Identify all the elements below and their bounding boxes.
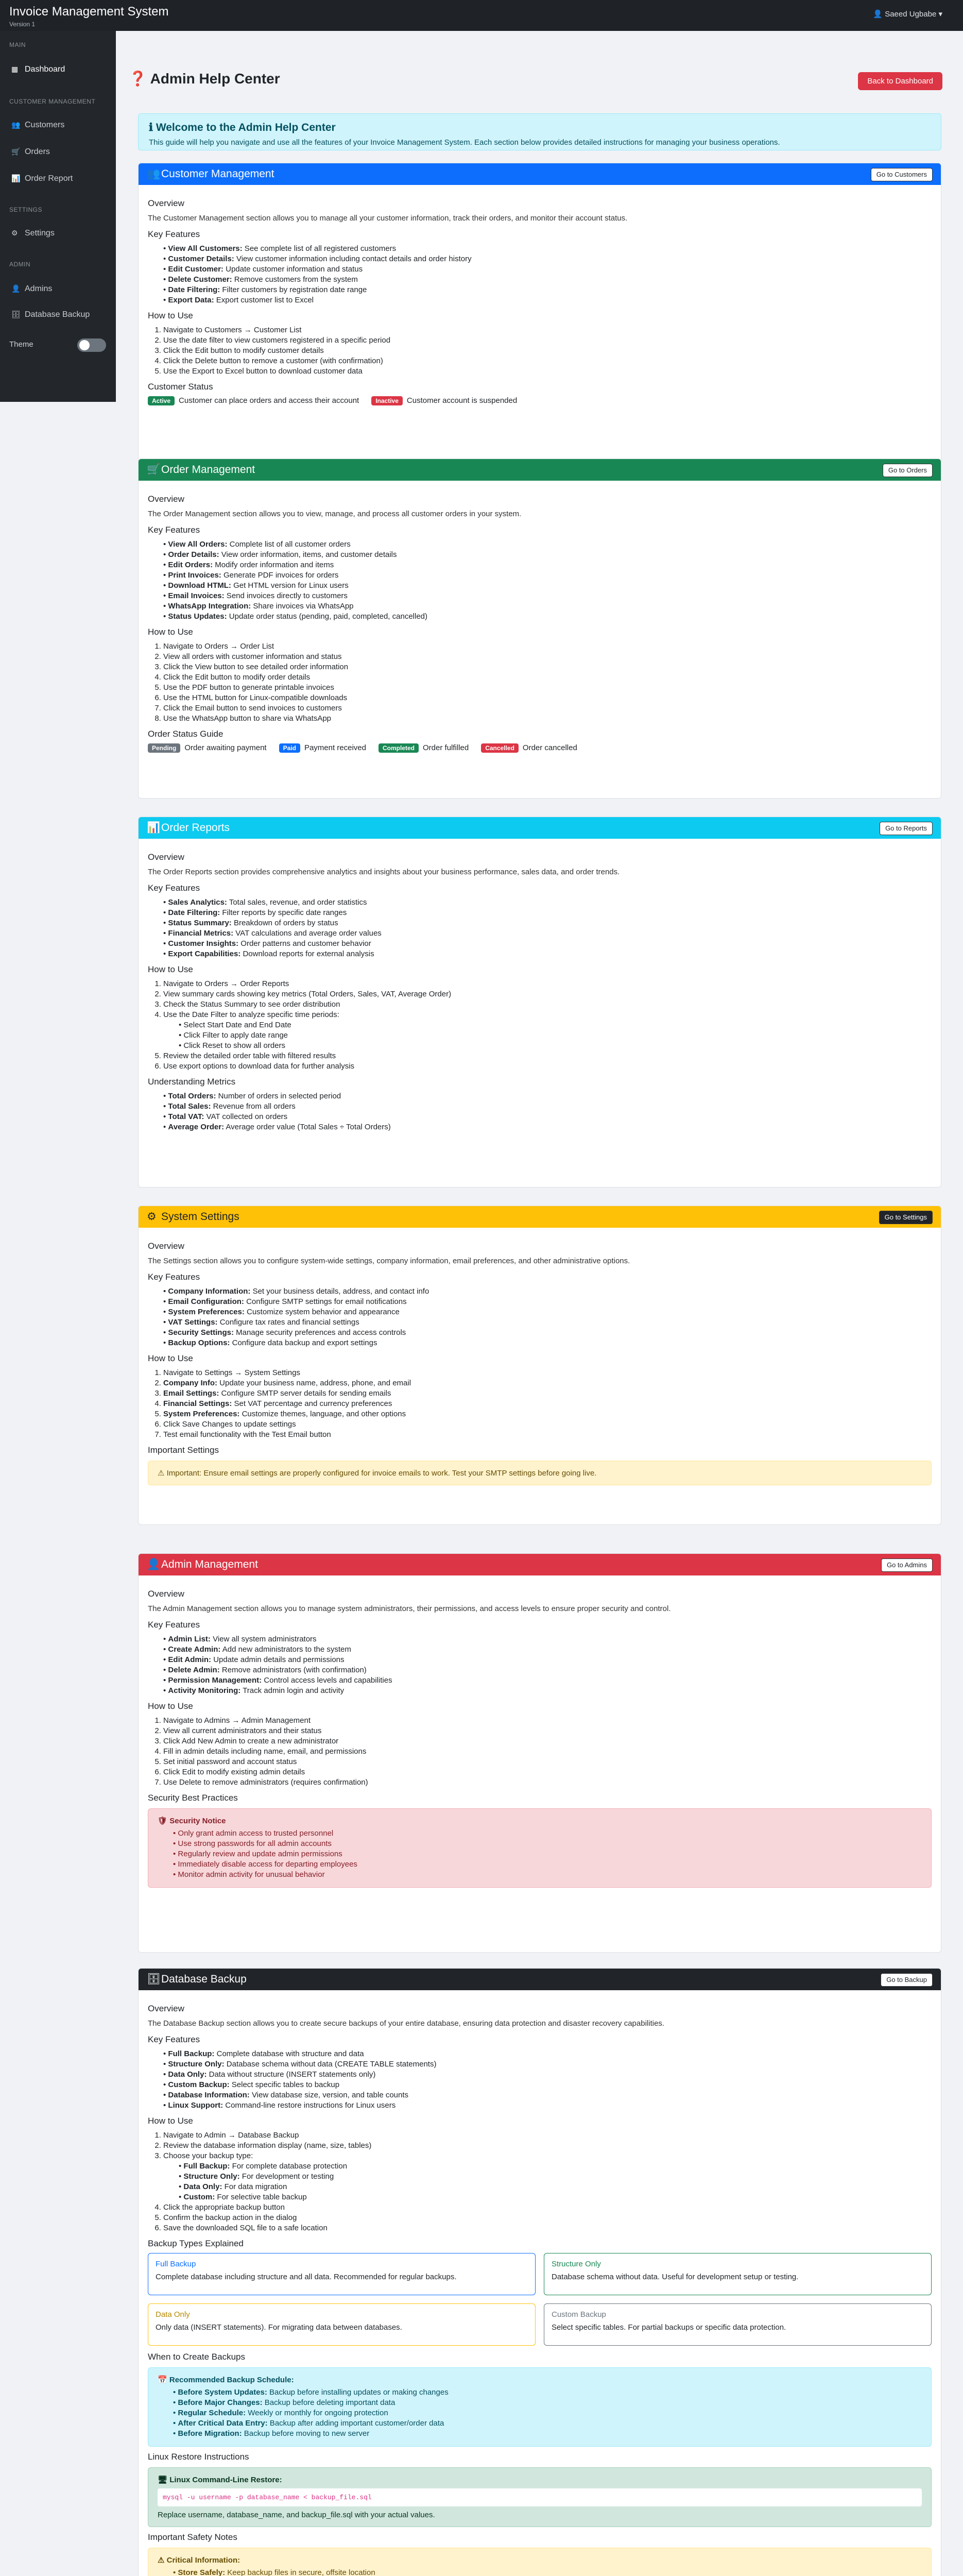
sidebar-item-orders[interactable]: 🛒 Orders	[0, 141, 116, 162]
how-to-heading: How to Use	[148, 311, 193, 320]
list-item: • View All Orders: Complete list of all customer orders	[163, 539, 932, 550]
card-header: 🛒Order Management Go to Orders	[139, 459, 941, 481]
list-item: • Use strong passwords for all admin accounts	[173, 1839, 922, 1849]
list-item: • Status Updates: Update order status (pending, paid, completed, cancelled)	[163, 612, 932, 622]
status-badge: Paid	[279, 743, 300, 753]
list-item: • WhatsApp Integration: Share invoices via WhatsApp	[163, 601, 932, 612]
sidebar-section-admin: ADMIN	[9, 261, 31, 268]
list-item: • Structure Only: For development or testing	[179, 2172, 932, 2182]
list-item: 7. Click the Email button to send invoices to customers	[163, 703, 932, 714]
steps-list	[163, 1716, 932, 1788]
system-settings-card	[138, 1206, 941, 1525]
metrics-heading: Understanding Metrics	[148, 1077, 236, 1087]
list-item: • Delete Admin: Remove administrators (with confirmation)	[163, 1665, 932, 1675]
list-item: 5. Use the PDF button to generate printable invoices	[163, 683, 932, 693]
features-heading: Key Features	[148, 229, 200, 239]
list-item: 1. Navigate to Customers → Customer List	[163, 325, 932, 335]
app-title[interactable]: Invoice Management System	[9, 5, 169, 19]
database-backup-card	[138, 1968, 941, 2576]
overview-text: The Admin Management section allows you to manage system administrators, their permissions, and access levels to ensure proper security and control.	[148, 1604, 671, 1613]
feature-list	[163, 2049, 932, 2111]
overview-heading: Overview	[148, 852, 184, 862]
list-item: 5. Set initial password and account status	[163, 1757, 932, 1767]
user-name: Saeed Ugbabe	[885, 10, 937, 19]
overview-text: The Order Reports section provides comprehensive analytics and insights about your business performance, sales data, and order trends.	[148, 868, 620, 876]
terminal-icon: 🖥	[158, 2476, 170, 2484]
features-heading: Key Features	[148, 1620, 200, 1630]
list-item: • Before Migration: Backup before moving to new server	[173, 2429, 922, 2439]
list-item: • Full Backup: For complete database protection	[179, 2161, 932, 2172]
features-heading: Key Features	[148, 2035, 200, 2044]
list-item: • System Preferences: Customize system behavior and appearance	[163, 1307, 932, 1317]
sidebar-item-customers[interactable]: 👥 Customers	[0, 114, 116, 135]
safety-alert: ⚠ Critical Information: • Store Safely: Keep backup files in secure, offsite location	[148, 2548, 932, 2576]
feature-list	[163, 244, 932, 306]
status-badge: Cancelled	[481, 743, 519, 753]
list-item: 8. Use the WhatsApp button to share via WhatsApp	[163, 714, 932, 724]
list-item: • Edit Admin: Update admin details and permissions	[163, 1655, 932, 1665]
list-item: 7. Test email functionality with the Test Email button	[163, 1430, 932, 1440]
gear-icon: ⚙	[147, 1211, 157, 1223]
list-item: • Click Reset to show all orders	[179, 1041, 932, 1051]
list-item: 1. Navigate to Admins → Admin Management	[163, 1716, 932, 1726]
shield-icon: 🛡	[158, 1817, 170, 1825]
sidebar-section-main: MAIN	[9, 41, 26, 48]
list-item: • Linux Support: Command-line restore instructions for Linux users	[163, 2100, 932, 2111]
go-to-customers-button[interactable]: Go to Customers	[871, 168, 933, 181]
list-item: 6. Use the HTML button for Linux-compatible downloads	[163, 693, 932, 703]
features-heading: Key Features	[148, 1272, 200, 1282]
linux-restore-alert: 🖥 Linux Command-Line Restore: mysql -u username -p database_name < backup_file.sql Replace username, database_name, and backup_file.sql with your actual values.	[148, 2467, 932, 2527]
list-item: • Average Order: Average order value (Total Sales ÷ Total Orders)	[163, 1122, 932, 1132]
list-item: • Regular Schedule: Weekly or monthly for ongoing protection	[173, 2408, 922, 2418]
list-item: • Immediately disable access for departing employees	[173, 1859, 922, 1870]
features-heading: Key Features	[148, 525, 200, 535]
list-item: • Status Summary: Breakdown of orders by status	[163, 918, 932, 928]
overview-text: The Order Management section allows you to view, manage, and process all customer orders in your system.	[148, 510, 522, 518]
calendar-icon: 📅	[158, 2376, 169, 2384]
linux-heading: Linux Restore Instructions	[148, 2452, 249, 2462]
list-item: • Total VAT: VAT collected on orders	[163, 1112, 932, 1122]
sidebar-item-admins[interactable]: 👤 Admins	[0, 278, 116, 299]
list-item: • Print Invoices: Generate PDF invoices for orders	[163, 570, 932, 581]
info-icon: ℹ	[149, 122, 156, 133]
feature-list	[163, 1634, 932, 1696]
list-item: 3. Click Add New Admin to create a new administrator	[163, 1736, 932, 1747]
theme-toggle[interactable]	[77, 338, 106, 352]
list-item: • Custom: For selective table backup	[179, 2192, 932, 2202]
list-item: • Structure Only: Database schema without data (CREATE TABLE statements)	[163, 2059, 932, 2070]
feature-list	[163, 539, 932, 622]
order-management-card	[138, 459, 941, 799]
list-item: 4. Financial Settings: Set VAT percentage and currency preferences	[163, 1399, 932, 1409]
sidebar-section-settings: SETTINGS	[9, 206, 43, 213]
sidebar-item-settings[interactable]: ⚙ Settings	[0, 223, 116, 243]
list-item: • After Critical Data Entry: Backup after adding important customer/order data	[173, 2418, 922, 2429]
security-alert: 🛡 Security Notice • Only grant admin access to trusted personnel • Use strong passwords for all admin accounts • Regularly review and update admin permissions • Immediately disable access for departing employees • Monitor admin activity for unusual behavior	[148, 1808, 932, 1888]
go-to-admins-button[interactable]: Go to Admins	[881, 1558, 933, 1572]
list-item: • Total Orders: Number of orders in selected period	[163, 1091, 932, 1101]
go-to-backup-button[interactable]: Go to Backup	[881, 1973, 933, 1987]
schedule-alert: 📅 Recommended Backup Schedule: • Before System Updates: Backup before installing updates or making changes • Before Major Changes: Backup before deleting important data • Regular Schedule: Weekly or monthly for ongoing protection • After Critical Data Entry: Backup after adding important customer/order data • Before Migration: Backup before moving to new server	[148, 2367, 932, 2447]
list-item: • Custom Backup: Select specific tables to backup	[163, 2080, 932, 2090]
how-to-heading: How to Use	[148, 627, 193, 637]
list-item: • Sales Analytics: Total sales, revenue, and order statistics	[163, 897, 932, 908]
cart-icon: 🛒	[147, 464, 161, 476]
user-menu[interactable]: 👤 Saeed Ugbabe ▾	[873, 10, 942, 19]
list-item: • Click Filter to apply date range	[179, 1030, 932, 1041]
status-item: Paid Payment received	[279, 743, 366, 752]
security-heading: Security Best Practices	[148, 1793, 238, 1803]
metrics-list	[163, 1091, 932, 1132]
list-item: • Delete Customer: Remove customers from the system	[163, 275, 932, 285]
list-item: • Date Filtering: Filter reports by specific date ranges	[163, 908, 932, 918]
welcome-alert	[138, 113, 941, 150]
list-item: • Database Information: View database size, version, and table counts	[163, 2090, 932, 2100]
overview-heading: Overview	[148, 2004, 184, 2013]
list-item: 2. Company Info: Update your business name, address, phone, and email	[163, 1378, 932, 1388]
list-item: • Customer Insights: Order patterns and customer behavior	[163, 939, 932, 949]
overview-heading: Overview	[148, 494, 184, 504]
steps-list	[163, 325, 932, 377]
list-item: • Edit Orders: Modify order information and items	[163, 560, 932, 570]
how-to-heading: How to Use	[148, 964, 193, 974]
list-item: • Edit Customer: Update customer information and status	[163, 264, 932, 275]
backup-types-grid	[148, 2253, 932, 2346]
go-to-settings-button[interactable]: Go to Settings	[879, 1211, 933, 1224]
how-to-heading: How to Use	[148, 1353, 193, 1363]
list-item: • Date Filtering: Filter customers by registration date range	[163, 285, 932, 295]
backup-type-full: Full Backup Complete database including structure and all data. Recommended for regular backups.	[148, 2253, 536, 2295]
sidebar-item-database-backup[interactable]: 🗄 Database Backup	[0, 304, 116, 325]
cart-icon: 🛒	[11, 147, 21, 156]
list-item: 6. Click Save Changes to update settings	[163, 1419, 932, 1430]
list-item: • Create Admin: Add new administrators to the system	[163, 1645, 932, 1655]
sidebar-item-dashboard[interactable]: ▦ Dashboard	[0, 59, 116, 79]
page-title: ❓ Admin Help Center	[129, 71, 280, 87]
list-item: • View All Customers: See complete list of all registered customers	[163, 244, 932, 254]
list-item: 4. Fill in admin details including name, email, and permissions	[163, 1747, 932, 1757]
restore-command: mysql -u username -p database_name < backup_file.sql	[158, 2488, 922, 2506]
list-item: • Total Sales: Revenue from all orders	[163, 1101, 932, 1112]
features-heading: Key Features	[148, 883, 200, 893]
help-icon: ❓	[129, 71, 150, 87]
card-header: 👤Admin Management Go to Admins	[139, 1554, 941, 1575]
status-item: Pending Order awaiting payment	[148, 743, 267, 752]
status-badge: Active	[148, 396, 175, 405]
warning-icon: ⚠	[158, 2556, 167, 2565]
list-item: 4. Click the Edit button to modify order details	[163, 672, 932, 683]
database-icon: 🗄	[11, 310, 21, 318]
steps-list	[163, 641, 932, 724]
list-item: • VAT Settings: Configure tax rates and financial settings	[163, 1317, 932, 1328]
steps-list: 1. Navigate to Orders → Order Reports 2. View summary cards showing key metrics (Total Orders, Sales, VAT, Average Order) 3. Check the Status Summary to see order distribution 4. Use the Date Filter to analyze specific time periods: • Select Start Date and End Date • Click Filter to apply date range • Click Reset to show all orders 5. Review the detailed order table with filtered results 6. Use export options to download data for further analysis	[163, 979, 932, 1072]
go-to-reports-button[interactable]: Go to Reports	[880, 822, 933, 835]
list-item: • Monitor admin activity for unusual behavior	[173, 1870, 922, 1880]
status-item: Cancelled Order cancelled	[481, 743, 577, 752]
list-item: • Store Safely: Keep backup files in secure, offsite location	[173, 2568, 922, 2576]
list-item: • Before System Updates: Backup before installing updates or making changes	[173, 2387, 922, 2398]
list-item: • Before Major Changes: Backup before deleting important data	[173, 2398, 922, 2408]
sidebar-section-customer: CUSTOMER MANAGEMENT	[9, 98, 96, 105]
list-item: • Download HTML: Get HTML version for Linux users	[163, 581, 932, 591]
important-alert: ⚠ Important: Ensure email settings are properly configured for invoice emails to work. Test your SMTP settings before going live.	[148, 1461, 932, 1485]
list-item: 3. Email Settings: Configure SMTP server details for sending emails	[163, 1388, 932, 1399]
list-item: 5. Use the Export to Excel button to download customer data	[163, 366, 932, 377]
list-item: 2. Use the date filter to view customers registered in a specific period	[163, 335, 932, 346]
list-item: 2. View all current administrators and their status	[163, 1726, 932, 1736]
back-to-dashboard-button[interactable]: Back to Dashboard	[858, 72, 942, 90]
top-navbar	[0, 0, 963, 31]
list-item: • Email Invoices: Send invoices directly to customers	[163, 591, 932, 601]
user-icon: 👤	[873, 10, 885, 19]
list-item: • Select Start Date and End Date	[179, 1020, 932, 1030]
admin-icon: 👤	[11, 284, 21, 293]
status-item: Completed Order fulfilled	[379, 743, 469, 752]
chart-icon: 📊	[11, 174, 21, 182]
list-item: • Full Backup: Complete database with structure and data	[163, 2049, 932, 2059]
list-item: • Only grant admin access to trusted personnel	[173, 1828, 922, 1839]
list-item: 1. Navigate to Orders → Order List	[163, 641, 932, 652]
card-header: 👥Customer Management Go to Customers	[139, 163, 941, 185]
list-item: • Activity Monitoring: Track admin login and activity	[163, 1686, 932, 1696]
card-header: ⚙ System Settings Go to Settings	[139, 1206, 941, 1228]
overview-heading: Overview	[148, 198, 184, 208]
list-item: 4. Click the Delete button to remove a customer (with confirmation)	[163, 356, 932, 366]
list-item: 5. System Preferences: Customize themes, language, and other options	[163, 1409, 932, 1419]
steps-list: 1. Navigate to Admin → Database Backup 2. Review the database information display (name, size, tables) 3. Choose your backup type: • Full Backup: For complete database protection • Structure Only: For development or testing • Data Only: For data migration • Custom: For selective table backup 4. Click the appropriate backup button 5. Confirm the backup action in the dialog 6. Save the downloaded SQL file to a safe location	[163, 2130, 932, 2233]
status-item: Inactive Customer account is suspended	[371, 396, 517, 405]
warning-icon: ⚠	[158, 1469, 167, 1478]
go-to-orders-button[interactable]: Go to Orders	[883, 464, 933, 477]
admin-icon: 👤	[147, 1558, 161, 1570]
theme-label: Theme	[9, 340, 33, 349]
how-to-heading: How to Use	[148, 1701, 193, 1711]
list-item: • Data Only: Data without structure (INSERT statements only)	[163, 2070, 932, 2080]
important-heading: Important Settings	[148, 1445, 219, 1455]
list-item: 7. Use Delete to remove administrators (requires confirmation)	[163, 1777, 932, 1788]
list-item: 1. Navigate to Settings → System Settings	[163, 1368, 932, 1378]
list-item: 2. View all orders with customer information and status	[163, 652, 932, 662]
list-item: 6. Click Edit to modify existing admin details	[163, 1767, 932, 1777]
overview-heading: Overview	[148, 1241, 184, 1251]
status-legend	[148, 743, 932, 753]
users-icon: 👥	[147, 168, 161, 180]
when-heading: When to Create Backups	[148, 2352, 245, 2362]
users-icon: 👥	[11, 121, 21, 129]
backup-type-substeps	[179, 2161, 932, 2202]
list-item: • Financial Metrics: VAT calculations and average order values	[163, 928, 932, 939]
sidebar	[0, 31, 116, 402]
order-reports-card	[138, 817, 941, 1188]
database-icon: 🗄	[147, 1973, 161, 1985]
gear-icon: ⚙	[11, 229, 18, 237]
list-item: • Backup Options: Configure data backup and export settings	[163, 1338, 932, 1348]
welcome-title: ℹ Welcome to the Admin Help Center	[149, 122, 336, 133]
list-item: • Order Details: View order information, items, and customer details	[163, 550, 932, 560]
list-item: • Admin List: View all system administrators	[163, 1634, 932, 1645]
card-header: 🗄Database Backup Go to Backup	[139, 1969, 941, 1990]
status-badge: Inactive	[371, 396, 403, 405]
sidebar-item-order-report[interactable]: 📊 Order Report	[0, 168, 116, 189]
welcome-text: This guide will help you navigate and use all the features of your Invoice Management System. Each section below provides detailed instructions for managing your business operations.	[149, 138, 780, 147]
status-badge: Pending	[148, 743, 180, 753]
list-item: 3. Click the Edit button to modify customer details	[163, 346, 932, 356]
overview-text: The Database Backup section allows you to create secure backups of your entire database, ensuring data protection and disaster recovery capabilities.	[148, 2019, 665, 2028]
safety-heading: Important Safety Notes	[148, 2532, 237, 2542]
overview-heading: Overview	[148, 1589, 184, 1599]
steps-list	[163, 1368, 932, 1440]
feature-list	[163, 897, 932, 959]
status-badge: Completed	[379, 743, 419, 753]
dashboard-icon: ▦	[11, 65, 19, 73]
list-item: • Permission Management: Control access levels and capabilities	[163, 1675, 932, 1686]
list-item: • Customer Details: View customer information including contact details and order history	[163, 254, 932, 264]
list-item: 3. Click the View button to see detailed order information	[163, 662, 932, 672]
list-item: • Security Settings: Manage security preferences and access controls	[163, 1328, 932, 1338]
status-item: Active Customer can place orders and access their account	[148, 396, 359, 405]
overview-text: The Settings section allows you to configure system-wide settings, company information, email preferences, and other administrative options.	[148, 1257, 630, 1265]
overview-text: The Customer Management section allows you to manage all your customer information, track their orders, and monitor their account status.	[148, 214, 628, 223]
list-item: • Email Configuration: Configure SMTP settings for email notifications	[163, 1297, 932, 1307]
date-filter-substeps	[179, 1020, 932, 1051]
list-item: • Export Data: Export customer list to Excel	[163, 295, 932, 306]
list-item: • Export Capabilities: Download reports for external analysis	[163, 949, 932, 959]
customer-management-card	[138, 163, 941, 467]
status-heading: Order Status Guide	[148, 729, 223, 739]
status-legend	[148, 396, 932, 405]
status-heading: Customer Status	[148, 382, 213, 392]
list-item: • Company Information: Set your business details, address, and contact info	[163, 1286, 932, 1297]
card-header: 📊Order Reports Go to Reports	[139, 817, 941, 839]
list-item: • Regularly review and update admin permissions	[173, 1849, 922, 1859]
chart-icon: 📊	[147, 822, 161, 834]
backup-type-custom: Custom Backup Select specific tables. For partial backups or specific data protection.	[544, 2303, 932, 2346]
how-to-heading: How to Use	[148, 2116, 193, 2126]
admin-management-card	[138, 1553, 941, 1953]
backup-type-structure: Structure Only Database schema without data. Useful for development setup or testing.	[544, 2253, 932, 2295]
types-heading: Backup Types Explained	[148, 2239, 244, 2248]
app-version: Version 1	[9, 21, 36, 28]
backup-type-data: Data Only Only data (INSERT statements). For migrating data between databases.	[148, 2303, 536, 2346]
feature-list	[163, 1286, 932, 1348]
list-item: • Data Only: For data migration	[179, 2182, 932, 2192]
